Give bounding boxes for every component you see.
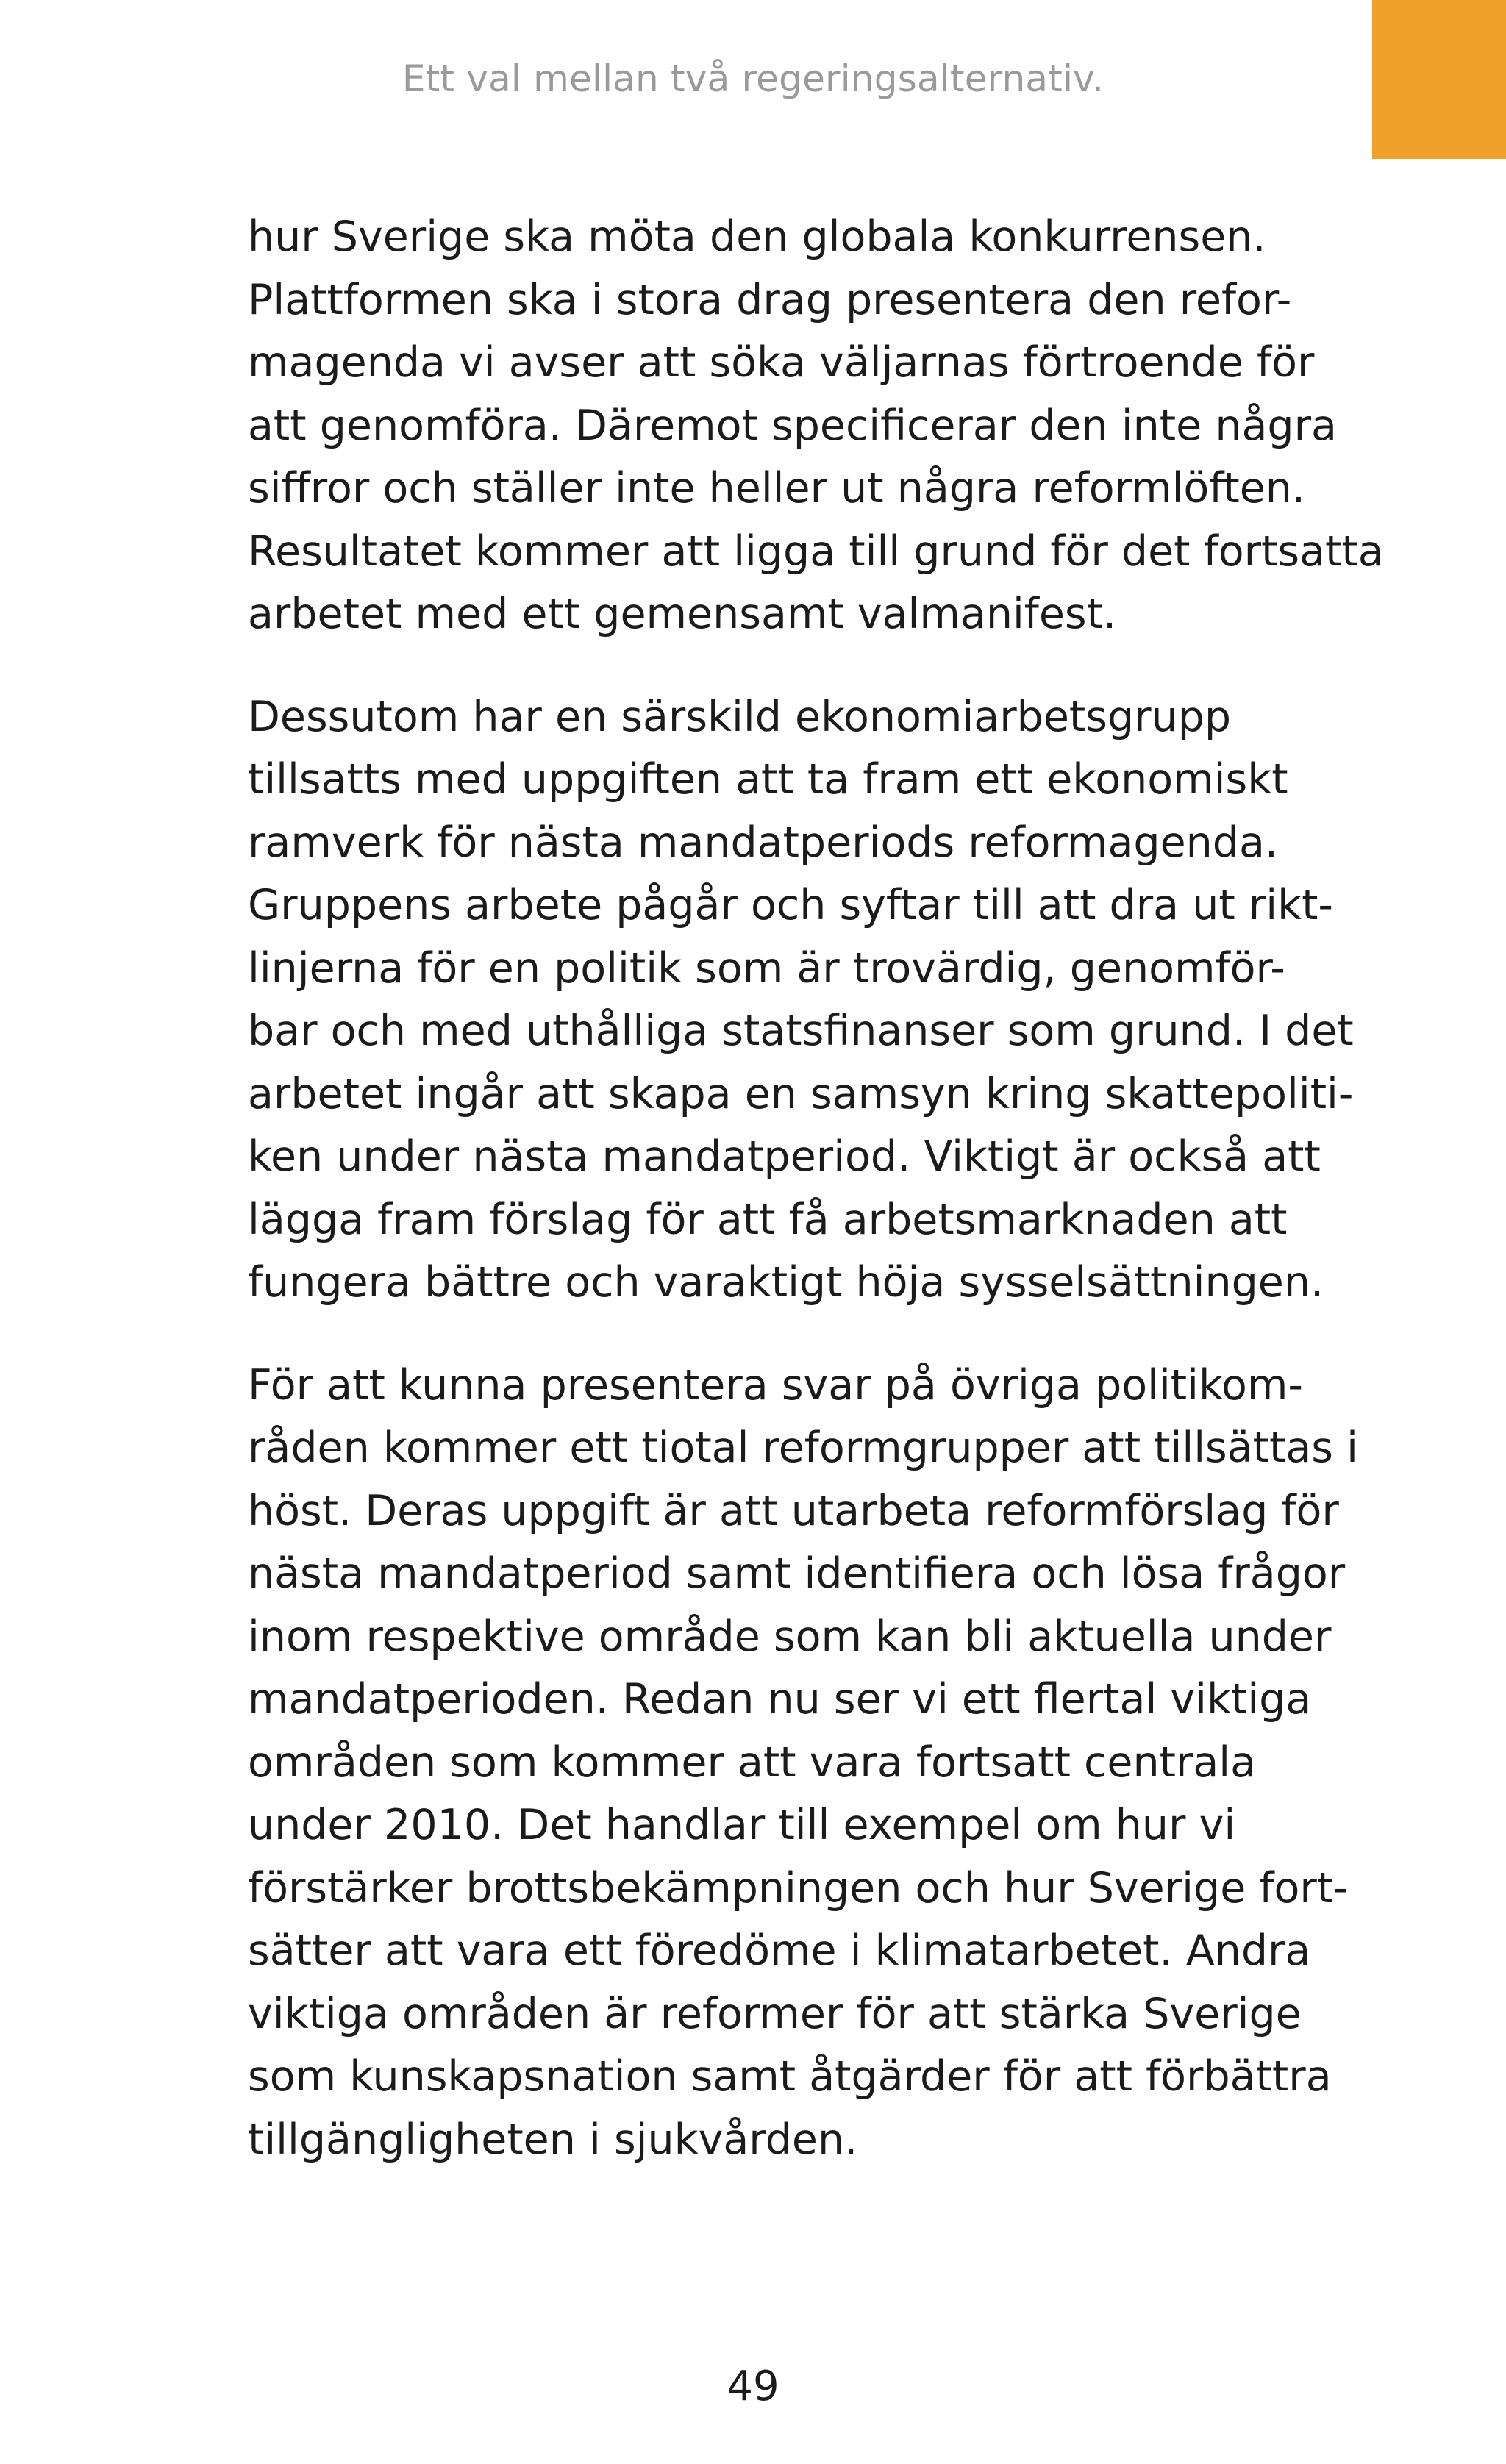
text-line: linjerna för en politik som är trovärdig, genomför- — [248, 943, 1285, 993]
text-line: sätter att vara ett föredöme i klimatarbetet. Andra — [248, 1926, 1311, 1975]
text-line: tillsatts med uppgiften att ta fram ett ekonomiskt — [248, 755, 1288, 804]
text-line: bar och med uthålliga statsfinanser som grund. I det — [248, 1007, 1354, 1055]
text-line: fungera bättre och varaktigt höja sysselsättningen. — [248, 1258, 1324, 1307]
paragraph-1 — [248, 206, 1384, 646]
text-line: under 2010. Det handlar till exempel om hur vi — [248, 1801, 1236, 1849]
text-line: tillgängligheten i sjukvården. — [248, 2115, 858, 2164]
text-line: nästa mandatperiod samt identifiera och lösa frågor — [248, 1549, 1346, 1598]
text-line: siffror och ställer inte heller ut några reformlöften. — [248, 464, 1306, 513]
text-line: råden kommer ett tiotal reformgrupper att tillsättas i — [248, 1424, 1358, 1472]
text-line: Dessutom har en särskild ekonomiarbetsgrupp — [248, 692, 1232, 741]
text-line: höst. Deras uppgift är att utarbeta reformförslag för — [248, 1486, 1339, 1535]
text-line: lägga fram förslag för att få arbetsmarknaden att — [248, 1195, 1288, 1244]
text-line: förstärker brottsbekämpningen och hur Sverige fort- — [248, 1863, 1349, 1913]
text-line: hur Sverige ska möta den globala konkurrensen. — [248, 213, 1266, 261]
text-line: arbetet med ett gemensamt valmanifest. — [248, 590, 1117, 638]
page-number: 49 — [727, 2363, 779, 2410]
paragraph-3 — [248, 1354, 1384, 2172]
text-line: Resultatet kommer att ligga till grund för det fortsatta — [248, 526, 1384, 576]
text-line: inom respektive område som kan bli aktuella under — [248, 1612, 1332, 1661]
text-line: För att kunna presentera svar på övriga politikom- — [248, 1360, 1303, 1410]
paragraph-2 — [248, 686, 1384, 1315]
text-line: att genomföra. Däremot specificerar den inte några — [248, 401, 1337, 450]
running-header: Ett val mellan två regeringsalternativ. — [402, 57, 1104, 100]
text-line: mandatperioden. Redan nu ser vi ett flertal viktiga — [248, 1675, 1312, 1724]
text-line: magenda vi avser att söka väljarnas förtroende för — [248, 338, 1315, 387]
text-line: ramverk för nästa mandatperiods reformagenda. — [248, 818, 1279, 867]
text-line: ken under nästa mandatperiod. Viktigt är också att — [248, 1132, 1321, 1181]
text-line: som kunskapsnation samt åtgärder för att förbättra — [248, 2052, 1332, 2101]
text-line: arbetet ingår att skapa en samsyn kring skattepoliti- — [248, 1069, 1354, 1118]
text-line: Plattformen ska i stora drag presentera den refor- — [248, 275, 1292, 324]
text-line: viktiga områden är reformer för att stärka Sverige — [248, 1989, 1302, 2038]
text-line: Gruppens arbete pågår och syftar till att dra ut rikt- — [248, 881, 1333, 929]
body-text — [248, 206, 1384, 2211]
text-line: områden som kommer att vara fortsatt centrala — [248, 1738, 1257, 1787]
